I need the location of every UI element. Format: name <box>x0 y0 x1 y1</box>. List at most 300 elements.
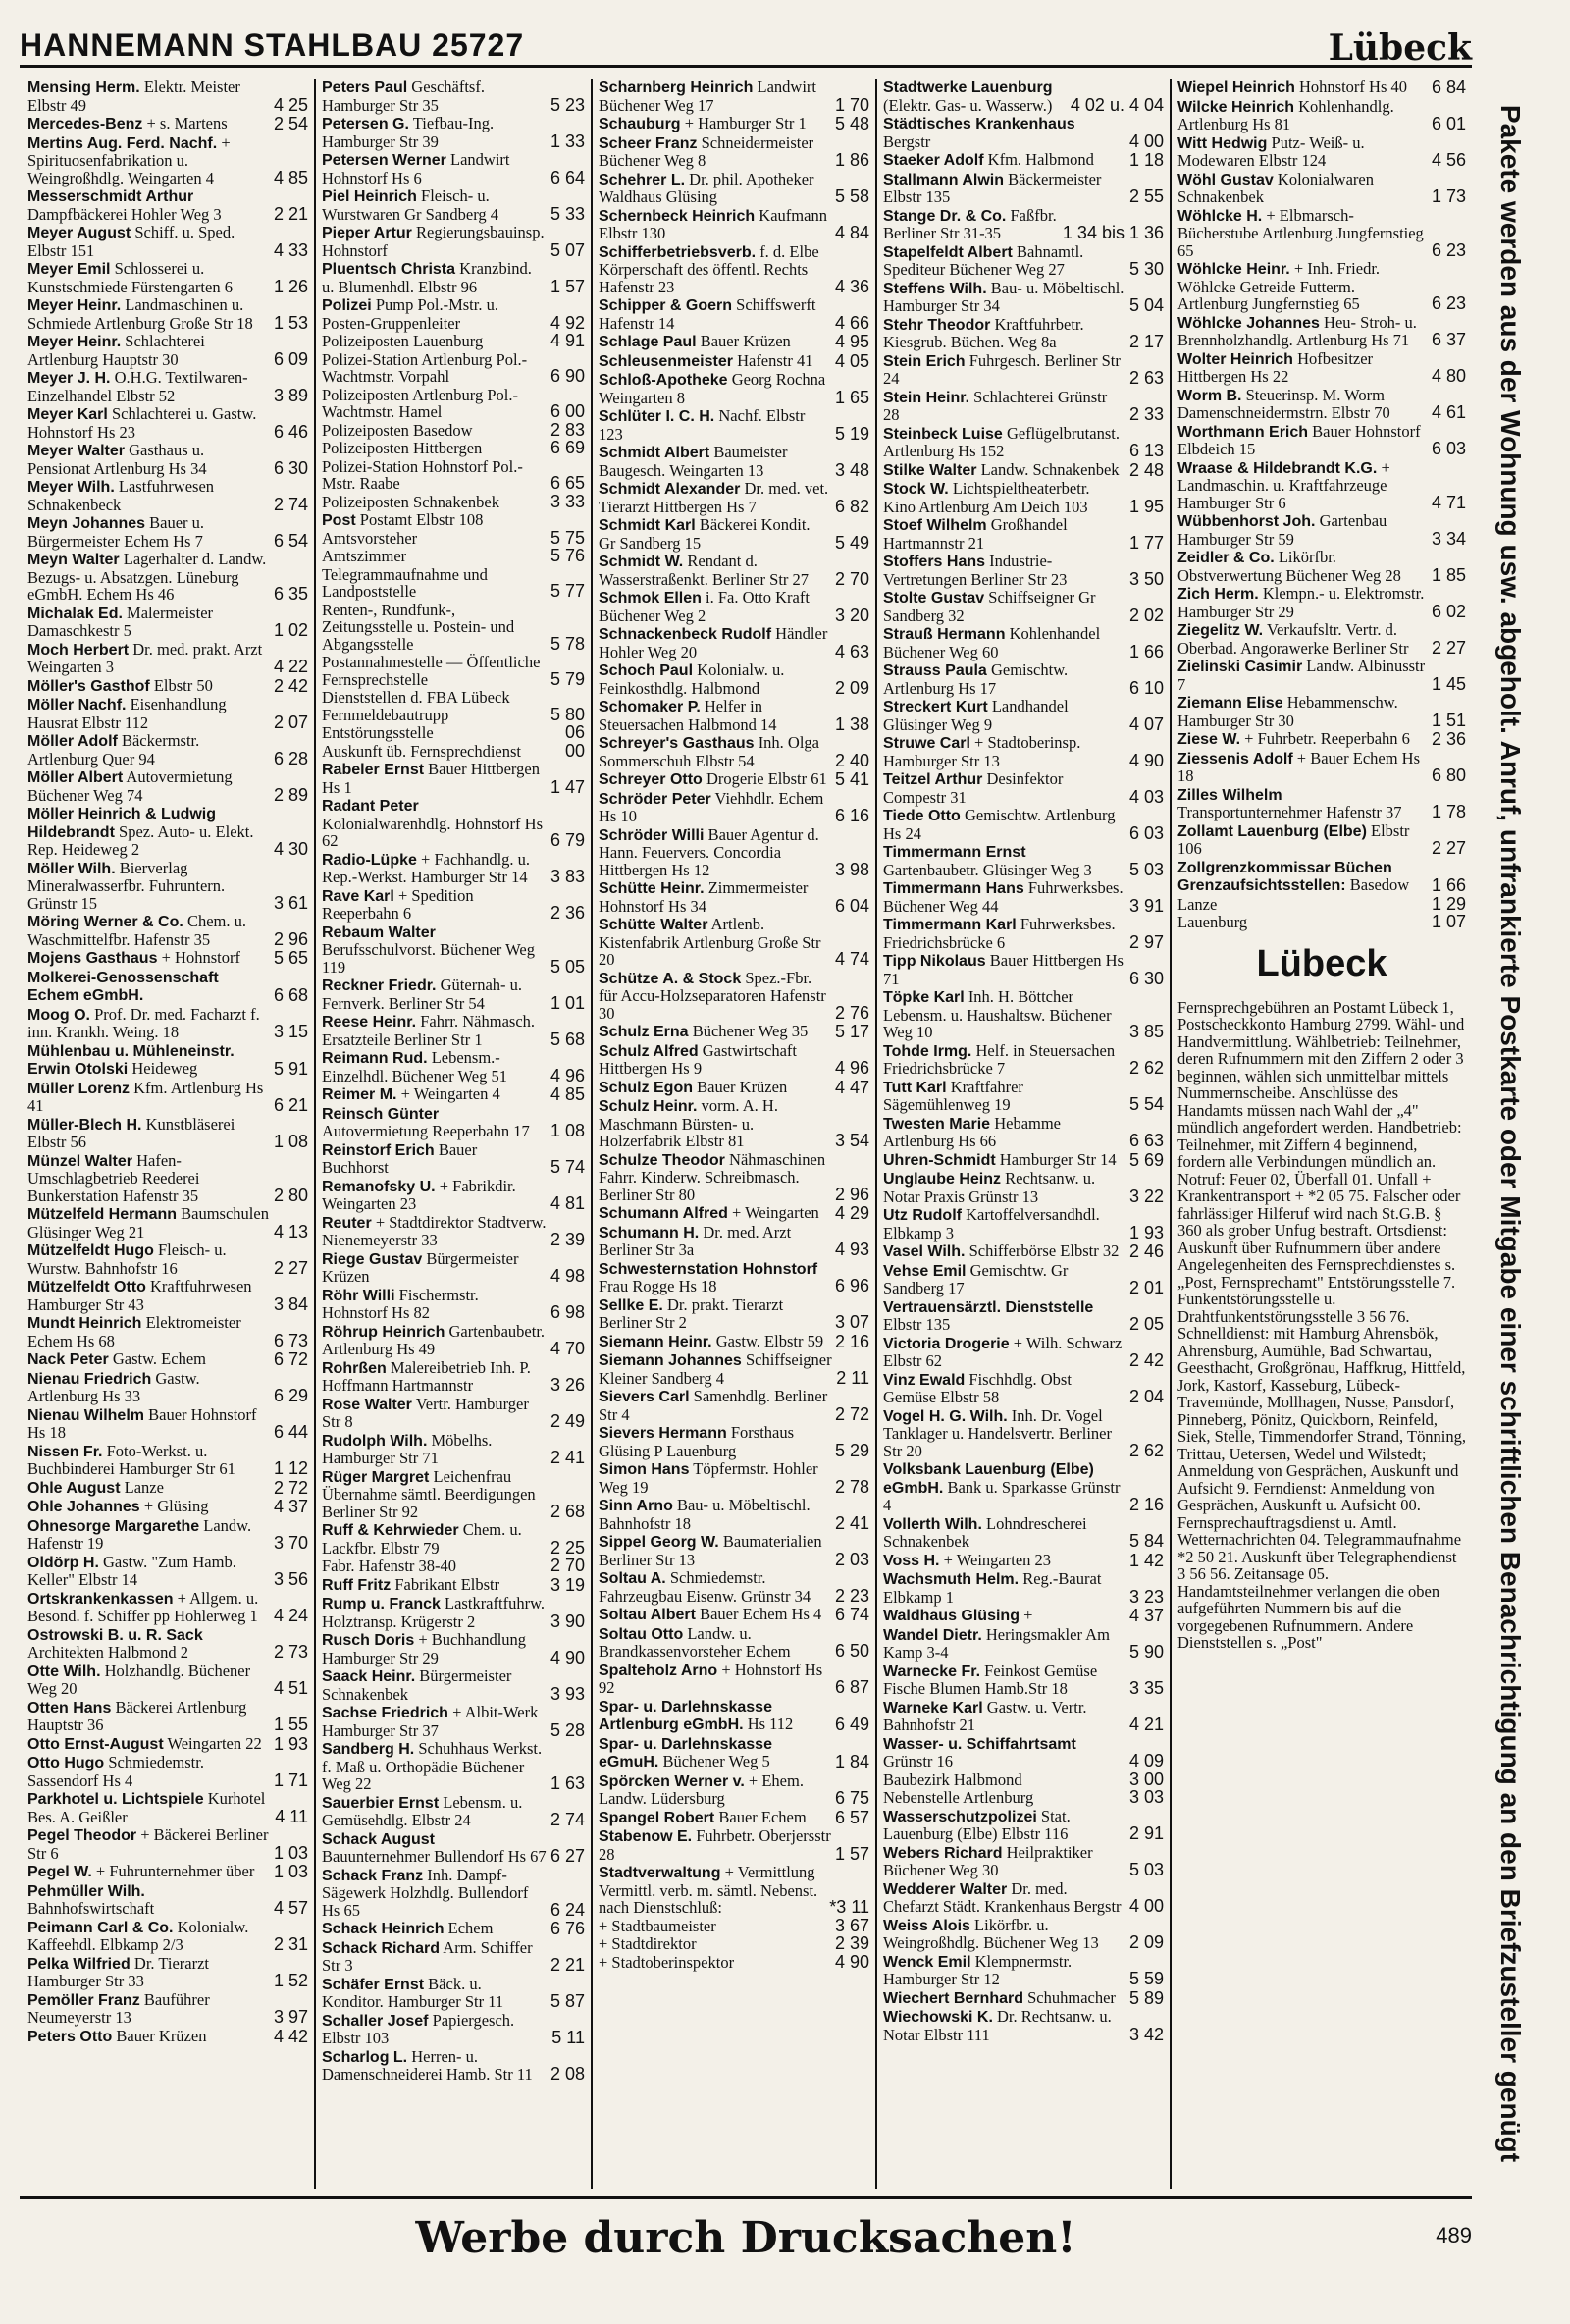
directory-entry <box>1178 134 1466 170</box>
entry-detail: Landw. u. Brandkassenvorsteher Echem <box>599 1623 791 1661</box>
directory-entry <box>27 805 308 859</box>
header-city: Lübeck <box>1328 27 1472 69</box>
entry-detail: Renten-, Rundfunk-, Zeitungsstelle u. Postein- und Abgangsstelle <box>322 600 515 654</box>
entry-name: Sauerbier Ernst <box>322 1794 440 1812</box>
entry-detail: Bauer Hohnstorf Hs 18 <box>27 1404 257 1442</box>
entry-detail: Dr. med. vet. Tierarzt Hittbergen Hs 7 <box>599 479 829 516</box>
directory-entry <box>27 1955 308 1990</box>
entry-text <box>322 387 550 421</box>
entry-text <box>883 1989 1129 2008</box>
entry-text <box>1178 207 1432 260</box>
directory-entry <box>883 1262 1164 1297</box>
entry-text <box>27 1590 274 1625</box>
entry-name: Nienau Friedrich <box>27 1370 152 1388</box>
entry-phone-number: 4 90 <box>1128 750 1164 770</box>
entry-detail: Chem. u. Lackfbr. Elbstr 79 <box>322 1520 522 1558</box>
entry-name: Schröder Willi <box>599 826 705 844</box>
entry-detail: Frau Rogge Hs 18 <box>599 1277 717 1295</box>
entry-phone-number: 2 33 <box>1128 404 1164 424</box>
entry-phone-number: 4 29 <box>834 1203 869 1223</box>
entry-text <box>1178 786 1432 821</box>
entry-phone-number: 2 83 <box>550 419 585 440</box>
entry-name: Schernbeck Heinrich <box>599 207 756 225</box>
entry-detail: + Allgem. u. Besond. f. Schiffer pp Hohlerweg 1 <box>27 1588 259 1625</box>
entry-detail: Elbstr 50 <box>153 675 213 695</box>
entry-detail: Steuerinsp. M. Worm Damenschneidermstrn. Elbstr 70 <box>1178 385 1390 422</box>
entry-detail: Bergstr <box>883 132 931 151</box>
entry-phone-number: 3 84 <box>273 1294 308 1314</box>
entry-text <box>322 851 550 886</box>
entry-detail: Polizeiposten Artlenburg Pol.-Wachtmstr. Hamel <box>322 385 518 421</box>
entry-name: Schumann H. <box>599 1224 700 1241</box>
entry-text <box>883 151 1129 170</box>
entry-text <box>27 641 274 676</box>
entry-text <box>883 1880 1129 1916</box>
entry-phone-number: 6 03 <box>1431 439 1466 458</box>
entry-detail: Bahnamtl. Spediteur Büchener Weg 27 <box>883 241 1084 279</box>
directory-entry <box>599 115 869 133</box>
directory-entry <box>1178 350 1466 386</box>
entry-name: Tutt Karl <box>883 1079 947 1096</box>
directory-entry <box>599 1204 869 1223</box>
entry-detail: Regierungsbauinsp. Hohnstorf <box>322 223 545 260</box>
entry-detail: + Hamburger Str 1 <box>684 114 807 132</box>
entry-text <box>599 1079 835 1097</box>
entry-phone-number: 2 96 <box>273 928 308 949</box>
entry-name: Röhr Willi <box>322 1287 395 1304</box>
entry-text <box>883 770 1129 806</box>
directory-entry <box>27 1863 308 1881</box>
directory-entry <box>27 1882 308 1918</box>
directory-entry <box>883 1735 1164 1770</box>
entry-name: Reimer M. <box>322 1086 397 1103</box>
entry-phone-number: 3 35 <box>1128 1678 1164 1698</box>
entry-name: Ruff & Kehrwieder <box>322 1522 459 1539</box>
entry-text <box>322 1704 550 1739</box>
entry-detail: Bauer Krüzen <box>116 2026 207 2045</box>
entry-name: Piel Heinrich <box>322 188 417 205</box>
entry-phone-number: 5 30 <box>1128 259 1164 279</box>
entry-phone-number: 6 69 <box>550 438 585 457</box>
entry-text <box>599 134 835 170</box>
directory-entry <box>1178 459 1466 512</box>
entry-phone-number: 1 51 <box>1431 710 1466 730</box>
entry-text <box>883 988 1129 1041</box>
directory-entry <box>27 1754 308 1789</box>
directory-entry <box>322 2012 585 2047</box>
directory-entry <box>1178 207 1466 260</box>
entry-text <box>322 1141 550 1177</box>
directory-entry <box>27 1663 308 1698</box>
entry-text <box>27 79 274 114</box>
entry-name: Weiss Alois <box>883 1917 970 1934</box>
entry-detail: Chem. u. Waschmittelfbr. Hafenstr 35 <box>27 912 246 949</box>
entry-name: Mercedes-Benz <box>27 116 143 132</box>
entry-text <box>883 171 1129 206</box>
entry-text <box>27 1205 274 1241</box>
entry-name: Stoffers Hans <box>883 554 986 570</box>
entry-text <box>27 2028 274 2046</box>
directory-entry <box>599 1351 869 1387</box>
entry-name: Schoch Paul <box>599 662 694 679</box>
entry-detail: + <box>1023 1606 1033 1624</box>
entry-text <box>27 134 274 187</box>
entry-text <box>322 1287 550 1322</box>
entry-detail: Lichtspieltheaterbetr. Kino Artlenburg Am Deich 103 <box>883 479 1090 516</box>
entry-name: Stadtwerke Lauenburg <box>883 79 1053 96</box>
entry-text <box>322 2048 550 2084</box>
entry-text <box>27 1443 274 1478</box>
entry-text <box>322 422 550 440</box>
entry-phone-number: 2 46 <box>1128 1241 1164 1261</box>
entry-phone-number: 5 91 <box>273 1059 308 1079</box>
entry-text <box>599 1151 835 1204</box>
entry-text <box>1178 859 1432 895</box>
column-3 <box>593 79 877 2189</box>
directory-entry <box>27 1152 308 1205</box>
directory-entry <box>27 1735 308 1754</box>
entry-text <box>27 1152 274 1205</box>
entry-detail: Dr. Rechtsanw. u. Notar Elbstr 111 <box>883 2007 1112 2044</box>
directory-entry <box>27 1080 308 1115</box>
directory-entry <box>27 1314 308 1349</box>
directory-entry <box>322 1939 585 1975</box>
directory-entry <box>27 1991 308 2027</box>
entry-name: Wiechowski K. <box>883 2009 993 2026</box>
entry-name: Zollamt Lauenburg (Elbe) <box>1178 822 1367 840</box>
directory-entry <box>883 115 1164 150</box>
entry-detail: + Weingarten <box>732 1203 819 1222</box>
entry-name: Schauburg <box>599 116 681 132</box>
entry-name: Stallmann Alwin <box>883 171 1004 188</box>
directory-entry <box>27 1699 308 1734</box>
entry-detail: Bäck. u. Konditor. Hamburger Str 11 <box>322 1974 504 2011</box>
entry-name: Otto Ernst-August <box>27 1735 164 1753</box>
entry-text <box>322 1740 550 1793</box>
entry-text <box>599 243 835 296</box>
entry-name: Wöhlcke H. <box>1178 207 1263 225</box>
entry-text <box>322 115 550 150</box>
entry-detail: Gastw. u. Vertr. Bahnhofstr 21 <box>883 1697 1087 1734</box>
entry-detail: Polizeiposten Schnakenbek <box>322 492 500 511</box>
directory-entry <box>883 207 1164 242</box>
directory-entry <box>27 1278 308 1313</box>
entry-phone-number: 6 72 <box>273 1349 308 1369</box>
entry-text <box>322 458 550 493</box>
entry-phone-number: 1 77 <box>1128 532 1164 553</box>
entry-detail: Spez. Auto- u. Elekt. Rep. Heideweg 2 <box>27 821 254 859</box>
entry-phone-number: 6 02 <box>1431 601 1466 621</box>
entry-text <box>322 1085 550 1104</box>
entry-text <box>322 977 550 1012</box>
entry-name: Schack Richard <box>322 1939 441 1957</box>
directory-entry <box>322 79 585 114</box>
entry-name: Zich Herm. <box>1178 586 1259 603</box>
entry-text <box>27 1991 274 2027</box>
directory-entry <box>883 1953 1164 1988</box>
entry-text <box>322 79 550 114</box>
entry-text <box>599 1097 835 1150</box>
entry-detail: Kunstbläserei Elbstr 56 <box>27 1114 236 1151</box>
entry-detail: Landw. Schnakenbek <box>980 459 1120 479</box>
entry-name: Zeidler & Co. <box>1178 550 1275 566</box>
entry-detail: + Wilh. Schwarz Elbstr 62 <box>883 1333 1123 1370</box>
entry-detail: Bierverlag Mineralwasserfbr. Fuhruntern. Grünstr 15 <box>27 858 226 913</box>
entry-name: Soltau Albert <box>599 1607 696 1623</box>
entry-text <box>883 1735 1129 1770</box>
entry-phone-number: 1 55 <box>273 1715 308 1734</box>
entry-phone-number: 6 90 <box>550 366 585 386</box>
entry-detail: Fabr. Hafenstr 38-40 <box>322 1557 457 1575</box>
entry-name: Reckner Friedr. <box>322 977 437 994</box>
entry-text <box>599 1606 835 1624</box>
entry-detail: Gastw. Elbstr 59 <box>715 1331 824 1350</box>
entry-phone-number: 4 90 <box>834 1951 869 1972</box>
entry-phone-number: 1 42 <box>1128 1550 1164 1570</box>
entry-phone-number: 5 75 <box>550 527 585 548</box>
entry-text <box>322 1558 550 1575</box>
entry-detail: Nachf. Elbstr 123 <box>599 406 806 444</box>
entry-phone-number: 2 74 <box>273 494 308 514</box>
entry-text <box>599 371 835 406</box>
entry-text <box>27 1006 274 1041</box>
entry-text <box>1178 585 1432 620</box>
entry-detail: Lohndrescherei Schnakenbek <box>883 1513 1087 1551</box>
entry-detail: Helfer in Steuersachen Halbmond 14 <box>599 697 777 734</box>
directory-entry <box>27 860 308 913</box>
entry-text <box>883 1042 1129 1078</box>
entry-detail: + Bauer Echem Hs 18 <box>1178 748 1421 785</box>
entry-detail: Kohlenhandel Büchener Weg 60 <box>883 624 1101 661</box>
directory-entry <box>883 1460 1164 1514</box>
entry-name: Reuter <box>322 1214 372 1232</box>
entry-phone-number: 2 36 <box>1431 729 1466 749</box>
entry-text <box>1178 314 1432 349</box>
entry-detail: Fuhrwerksbes. Friedrichsbrücke 6 <box>883 915 1116 952</box>
entry-text <box>599 516 835 552</box>
directory-entry <box>883 1607 1164 1625</box>
entry-phone-number: 2 80 <box>273 1185 308 1205</box>
entry-phone-number: 5 28 <box>550 1719 585 1740</box>
entry-phone-number: 5 79 <box>550 668 585 689</box>
entry-detail: Elbstr 135 <box>883 1315 951 1334</box>
directory-entry <box>883 807 1164 842</box>
entry-detail: + Landmaschin. u. Kraftfahrzeuge Hamburger Str 6 <box>1178 457 1390 512</box>
directory-entry <box>322 887 585 923</box>
entry-phone-number: 4 24 <box>273 1606 308 1625</box>
entry-text <box>27 969 274 1005</box>
directory-entry <box>322 924 585 977</box>
directory-entry <box>883 280 1164 315</box>
entry-text <box>322 602 550 654</box>
entry-name: Warnecke Fr. <box>883 1663 981 1680</box>
entry-name: Parkhotel u. Lichtspiele <box>27 1791 204 1808</box>
entry-text <box>883 589 1129 624</box>
entry-name: Ruff Fritz <box>322 1576 392 1594</box>
entry-text <box>883 1953 1129 1988</box>
entry-text <box>27 1826 274 1862</box>
entry-name: Siemann Johannes <box>599 1352 742 1369</box>
directory-entry <box>27 641 308 676</box>
entry-detail: Artlenb. Kistenfabrik Artlenburg Große Str 20 <box>599 915 821 969</box>
entry-name: Töpke Karl <box>883 989 965 1006</box>
directory-entry <box>322 387 585 421</box>
entry-text <box>883 280 1129 315</box>
directory-entry <box>883 516 1164 552</box>
entry-detail: O.H.G. Textilwaren-Einzelhandel Elbstr 52 <box>27 368 248 405</box>
directory-entry <box>883 1917 1164 1952</box>
entry-name: Schmidt Karl <box>599 517 696 534</box>
entry-text <box>322 296 550 332</box>
entry-name: Scharnberg Heinrich <box>599 79 754 96</box>
directory-entry <box>322 1558 585 1575</box>
directory-entry <box>322 296 585 332</box>
entry-detail: Bauer Krüzen <box>697 1077 788 1096</box>
entry-detail: Drogerie Elbstr 61 <box>706 769 827 788</box>
entry-name: Wasser- u. Schiffahrtsamt <box>883 1735 1076 1753</box>
entry-phone-number: 5 23 <box>550 94 585 115</box>
directory-entry <box>1178 914 1466 931</box>
entry-name: Röhrup Heinrich <box>322 1323 445 1341</box>
entry-text <box>599 1827 835 1863</box>
directory-entry <box>27 134 308 187</box>
directory-entry <box>883 1407 1164 1460</box>
directory-entry <box>322 1396 585 1431</box>
entry-name: Worthmann Erich <box>1178 423 1309 441</box>
entry-name: Stabenow E. <box>599 1828 693 1845</box>
entry-text <box>27 605 274 640</box>
entry-detail: Fischhdlg. Obst Gemüse Elbstr 58 <box>883 1369 1072 1406</box>
entry-name: Peimann Carl & Co. <box>27 1919 174 1936</box>
entry-text <box>27 677 274 696</box>
directory-entry <box>883 389 1164 424</box>
entry-name: Schulz Erna <box>599 1024 689 1040</box>
entry-phone-number: 4 98 <box>550 1266 585 1286</box>
directory-entry <box>27 296 308 332</box>
entry-phone-number: 2 36 <box>550 903 585 923</box>
entry-detail: Lebensm. u. Gemüsehdlg. Elbstr 24 <box>322 1792 523 1829</box>
directory-entry <box>599 1533 869 1568</box>
entry-detail: Verkaufsltr. Vertr. d. Oberbad. Angorawerke Berliner Str <box>1178 620 1409 658</box>
entry-phone-number: 1 71 <box>273 1769 308 1790</box>
entry-detail: Autovermietung Büchener Weg 74 <box>27 767 233 805</box>
entry-name: Vasel Wilh. <box>883 1243 966 1260</box>
entry-name: Nissen Fr. <box>27 1443 103 1460</box>
entry-detail: Büchener Weg 35 <box>692 1022 809 1040</box>
entry-phone-number: 1 47 <box>550 776 585 797</box>
entry-text <box>322 548 550 565</box>
directory-entry <box>599 1097 869 1150</box>
directory-entry <box>1178 621 1466 657</box>
directory-entry <box>883 1789 1164 1807</box>
directory-entry <box>27 1406 308 1442</box>
entry-phone-number: 2 48 <box>1128 459 1164 480</box>
entry-phone-number: 2 05 <box>1128 1314 1164 1334</box>
directory-entry <box>599 1625 869 1661</box>
entry-phone-number: 1 08 <box>273 1132 308 1151</box>
entry-text <box>322 1595 550 1630</box>
entry-detail: Töpfermstr. Hohler Weg 19 <box>599 1459 818 1497</box>
entry-phone-number: 2 23 <box>834 1585 869 1606</box>
directory-entry <box>883 1626 1164 1662</box>
directory-entry <box>322 1178 585 1213</box>
directory-entry <box>599 352 869 371</box>
entry-phone-number: 2 96 <box>834 1184 869 1204</box>
entry-text <box>322 1214 550 1249</box>
entry-text <box>1178 914 1432 931</box>
entry-text <box>322 1178 550 1213</box>
entry-phone-number: 2 68 <box>550 1501 585 1521</box>
entry-text <box>27 1882 274 1918</box>
directory-entry <box>27 369 308 404</box>
entry-detail: Gastw. Echem <box>112 1349 206 1368</box>
entry-text <box>27 949 274 968</box>
entry-phone-number: 6 30 <box>1128 968 1164 988</box>
entry-name: Schlage Paul <box>599 334 697 350</box>
directory-entry <box>27 333 308 368</box>
directory-entry <box>322 977 585 1012</box>
entry-phone-number: 5 68 <box>550 1029 585 1049</box>
entry-name: Soltau A. <box>599 1570 666 1587</box>
entry-name: Stapelfeldt Albert <box>883 243 1013 261</box>
entry-text <box>322 1105 550 1140</box>
entry-name: Pegel Theodor <box>27 1827 137 1844</box>
entry-detail: Landhandel Glüsinger Weg 9 <box>883 697 1069 734</box>
entry-detail: Fuhrbetr. Oberjersstr 28 <box>599 1826 831 1864</box>
entry-phone-number: 6 54 <box>273 530 308 551</box>
entry-phone-number: 6 27 <box>550 1846 585 1866</box>
entry-text <box>883 480 1129 515</box>
directory-entry <box>322 333 585 350</box>
directory-entry <box>599 1497 869 1532</box>
entry-phone-number: 5 29 <box>834 1440 869 1460</box>
entry-text <box>883 1607 1129 1625</box>
entry-text <box>883 661 1129 697</box>
entry-text <box>27 442 274 477</box>
entry-text <box>599 1625 835 1661</box>
entry-phone-number: 6 16 <box>834 806 869 825</box>
entry-phone-number: 4 81 <box>550 1193 585 1213</box>
entry-phone-number: 5 54 <box>1128 1094 1164 1114</box>
entry-phone-number: 4 63 <box>834 641 869 661</box>
entry-detail: Georg Rochna Weingarten 8 <box>599 370 826 407</box>
entry-phone-number: 5 65 <box>273 948 308 968</box>
entry-detail: + Inh. Friedr. Wöhlcke Getreide Futterm. Artlenburg Jungfernstieg 65 <box>1178 259 1381 313</box>
directory-entry <box>599 1606 869 1624</box>
entry-name: Wübbenhorst Joh. <box>1178 513 1316 530</box>
entry-phone-number: 5 05 <box>550 956 585 977</box>
directory-entry <box>883 1335 1164 1370</box>
entry-text <box>322 151 550 186</box>
entry-name: Stein Heinr. <box>883 389 970 406</box>
entry-text <box>599 1772 835 1808</box>
directory-entry <box>599 661 869 697</box>
entry-text <box>322 724 565 742</box>
entry-name: Waldhaus Glüsing <box>883 1608 1020 1624</box>
directory-entry <box>322 1521 585 1557</box>
entry-phone-number: 4 70 <box>550 1339 585 1358</box>
entry-detail: Bürgermeister Schnakenbek <box>322 1666 512 1704</box>
entry-name: Wandel Dietr. <box>883 1626 982 1644</box>
entry-text <box>1178 694 1432 729</box>
entry-phone-number: 6 28 <box>273 748 308 768</box>
directory-entry <box>599 207 869 242</box>
directory-entry <box>883 1570 1164 1606</box>
entry-name: Schäfer Ernst <box>322 1976 425 1993</box>
directory-entry <box>322 115 585 150</box>
entry-detail: Güternah- u. Fernverk. Berliner Str 54 <box>322 976 523 1013</box>
directory-entry <box>883 316 1164 351</box>
